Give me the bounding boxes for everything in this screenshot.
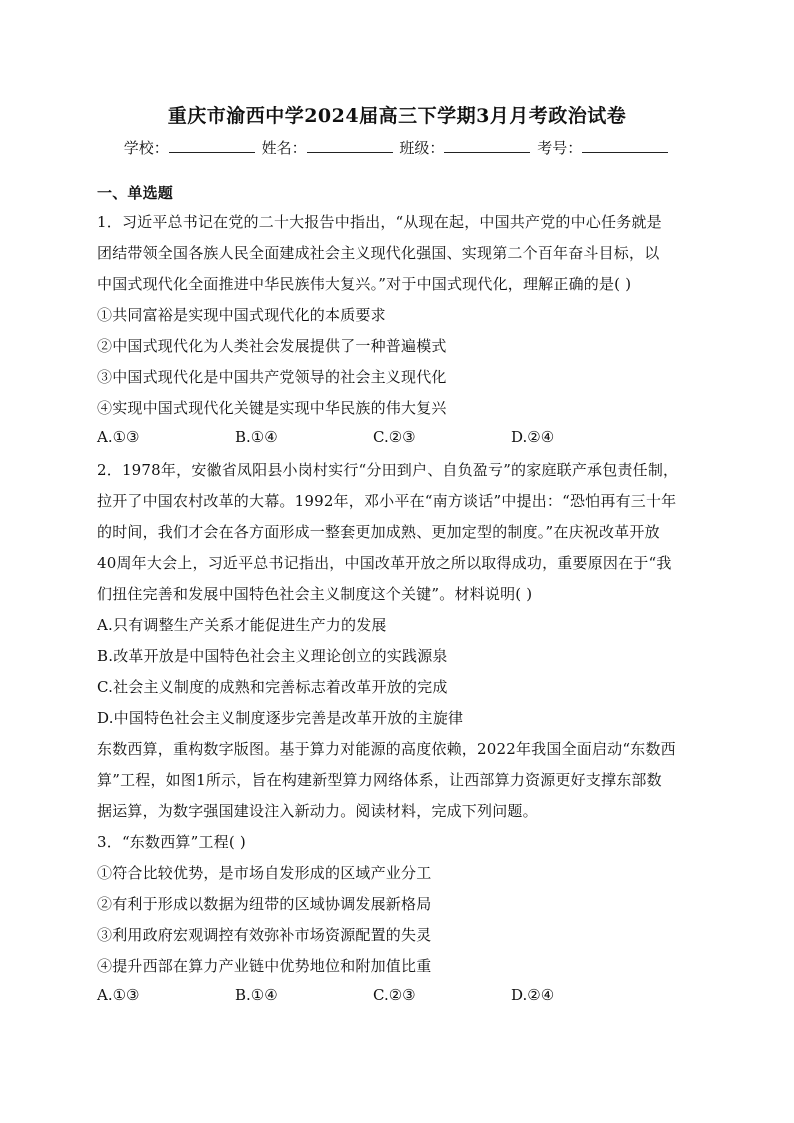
q2-stem-line: 40周年大会上，习近平总书记指出，中国改革开放之所以取得成功，重要原因在于“我 <box>97 554 672 572</box>
school-label: 学校： <box>123 139 169 157</box>
q1-stem-line: 团结带领全国各族人民全面建成社会主义现代化强国、实现第二个百年奋斗目标，以 <box>97 244 660 262</box>
q3-statement: ②有利于形成以数据为纽带的区域协调发展新格局 <box>97 895 432 913</box>
q1-statement: ④实现中国式现代化关键是实现中华民族的伟大复兴 <box>97 399 447 417</box>
student-info-row <box>0 137 794 158</box>
name-label: 姓名： <box>261 139 307 157</box>
q1-option-b: B.①④ <box>235 428 278 446</box>
q3-option-d: D.②④ <box>511 986 555 1004</box>
q1-option-c: C.②③ <box>373 428 416 446</box>
q1-statement: ③中国式现代化是中国共产党领导的社会主义现代化 <box>97 368 447 386</box>
q2-option-d: D.中国特色社会主义制度逐步完善是改革开放的主旋律 <box>97 709 464 727</box>
q1-option-a: A.①③ <box>97 428 140 446</box>
q3-statement: ①符合比较优势，是市场自发形成的区域产业分工 <box>97 864 432 882</box>
name-blank <box>307 138 393 153</box>
q3-stem: 3．“东数西算”工程( ) <box>97 833 246 851</box>
q2-stem-line: 们扭住完善和发展中国特色社会主义制度这个关键”。材料说明( ) <box>97 585 533 603</box>
material-line: 东数西算，重构数字版图。基于算力对能源的高度依赖，2022年我国全面启动“东数西 <box>97 740 676 758</box>
q1-stem-line: 中国式现代化全面推进中华民族伟大复兴。”对于中国式现代化，理解正确的是( ) <box>97 275 632 293</box>
q2-stem-line: 2．1978年，安徽省凤阳县小岗村实行“分田到户、自负盈亏”的家庭联产承包责任制， <box>97 461 679 479</box>
q3-option-a: A.①③ <box>97 986 140 1004</box>
q3-option-c: C.②③ <box>373 986 416 1004</box>
q2-option-a: A.只有调整生产关系才能促进生产力的发展 <box>97 616 387 634</box>
q2-option-b: B.改革开放是中国特色社会主义理论创立的实践源泉 <box>97 647 448 665</box>
number-blank <box>582 138 668 153</box>
material-line: 据运算，为数字强国建设注入新动力。阅读材料，完成下列问题。 <box>97 802 538 820</box>
q1-statement: ①共同富裕是实现中国式现代化的本质要求 <box>97 306 386 324</box>
material-line: 算”工程，如图1所示，旨在构建新型算力网络体系，让西部算力资源更好支撑东部数 <box>97 771 662 789</box>
section-heading: 一、单选题 <box>97 184 174 202</box>
q2-stem-line: 的时间，我们才会在各方面形成一整套更加成熟、更加定型的制度。”在庆祝改革开放 <box>97 523 660 541</box>
number-label: 考号： <box>537 139 583 157</box>
q3-option-b: B.①④ <box>235 986 278 1004</box>
page-title: 重庆市渝西中学2024届高三下学期3月月考政治试卷 <box>167 105 627 127</box>
school-blank <box>169 138 255 153</box>
q1-statement: ②中国式现代化为人类社会发展提供了一种普遍模式 <box>97 337 447 355</box>
q2-option-c: C.社会主义制度的成熟和完善标志着改革开放的完成 <box>97 678 448 696</box>
class-label: 班级： <box>399 139 445 157</box>
q3-statement: ④提升西部在算力产业链中优势地位和附加值比重 <box>97 957 432 975</box>
class-blank <box>444 138 530 153</box>
q1-option-d: D.②④ <box>511 428 555 446</box>
q2-stem-line: 拉开了中国农村改革的大幕。1992年，邓小平在“南方谈话”中提出：“恐怕再有三十年 <box>97 492 677 510</box>
q3-statement: ③利用政府宏观调控有效弥补市场资源配置的失灵 <box>97 926 432 944</box>
q1-stem-line: 1．习近平总书记在党的二十大报告中指出，“从现在起，中国共产党的中心任务就是 <box>97 213 662 231</box>
